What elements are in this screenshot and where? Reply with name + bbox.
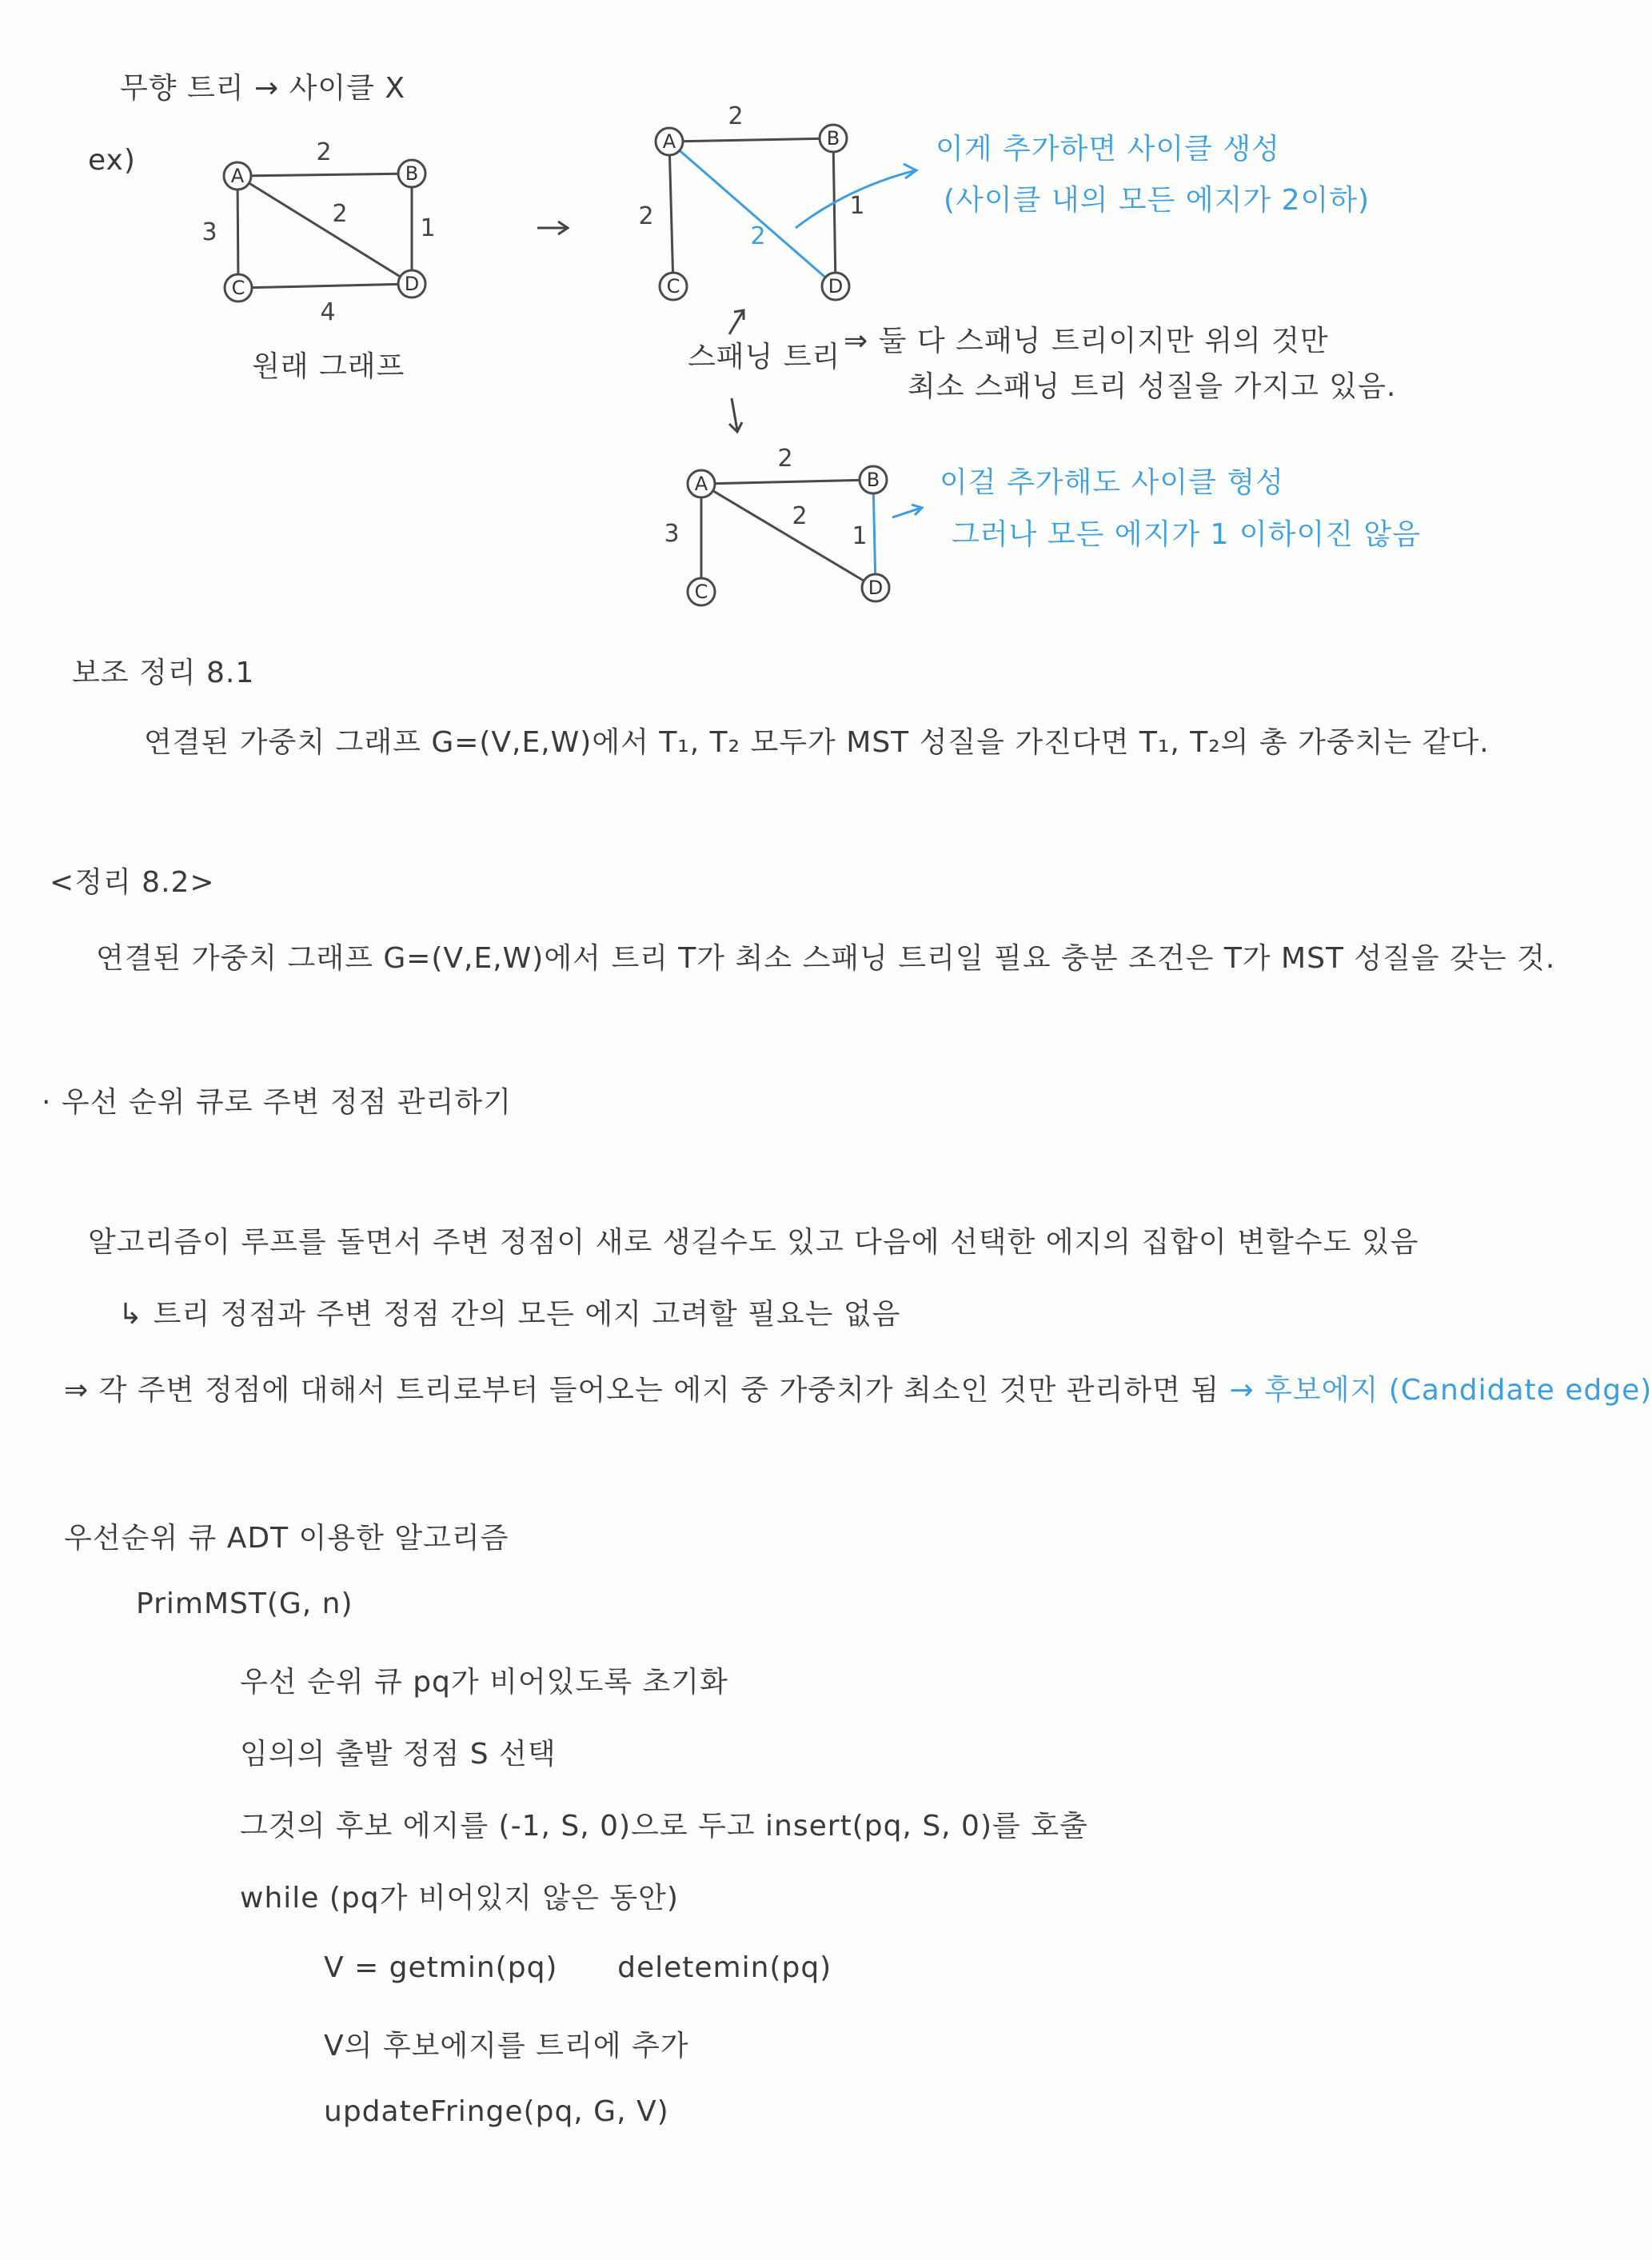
tree2-node-D xyxy=(862,574,889,601)
tree1-edge-AD xyxy=(669,142,836,286)
tree2-note-line2: 그러나 모든 에지가 1 이하이진 않음 xyxy=(952,518,1421,551)
tree1-node-A xyxy=(656,128,683,155)
svg-text:B: B xyxy=(866,469,880,491)
tree1-node-B xyxy=(820,125,847,152)
tree2-note-line1: 이걸 추가해도 사이클 형성 xyxy=(940,466,1284,499)
tree2-edge-BD xyxy=(873,480,876,588)
tree2-node-A xyxy=(688,470,715,497)
svg-text:A: A xyxy=(694,473,708,495)
node-C xyxy=(225,274,252,301)
pq-line2: ↳ 트리 정점과 주변 정점 간의 모든 에지 고려할 필요는 없음 xyxy=(118,1298,901,1331)
tree1-weight-AD: 2 xyxy=(750,222,766,250)
tree2-weight-AC: 3 xyxy=(664,520,680,548)
algorithm-title: 우선순위 큐 ADT 이용한 알고리즘 xyxy=(64,1522,509,1555)
compare-line2: 최소 스패닝 트리 성질을 가지고 있음. xyxy=(908,370,1397,403)
svg-text:A: A xyxy=(662,130,676,153)
spanning-tree-caption: 스패닝 트리 xyxy=(688,341,841,373)
algorithm-loop-step-2: V의 후보에지를 트리에 추가 xyxy=(324,2030,689,2062)
svg-text:B: B xyxy=(826,127,840,150)
node-A xyxy=(224,162,251,190)
tree2-weight-AB: 2 xyxy=(777,445,793,473)
right-arrow-icon xyxy=(534,216,574,240)
svg-text:B: B xyxy=(405,162,419,185)
lemma-body: 연결된 가중치 그래프 G=(V,E,W)에서 T₁, T₂ 모두가 MST 성질을 가진다면 T₁, T₂의 총 가중치는 같다. xyxy=(144,726,1490,759)
algorithm-loop-step-3: updateFringe(pq, G, V) xyxy=(324,2095,669,2128)
weight-BD: 1 xyxy=(420,214,436,242)
tree2-weight-AD: 2 xyxy=(792,502,808,530)
svg-text:D: D xyxy=(404,273,420,295)
weight-AC: 3 xyxy=(202,218,217,246)
tree2-node-C xyxy=(688,578,715,605)
tree1-weight-AB: 2 xyxy=(728,102,744,130)
weight-AD: 2 xyxy=(332,200,348,228)
tree1-edge-AB xyxy=(669,138,833,142)
edge-AB xyxy=(237,174,412,176)
tree1-edge-BD xyxy=(833,138,836,286)
lemma-title: 보조 정리 8.1 xyxy=(72,657,255,689)
note2-arrow-icon xyxy=(889,500,929,524)
svg-text:C: C xyxy=(694,581,708,603)
pq-line1: 알고리즘이 루프를 돌면서 주변 정점이 새로 생길수도 있고 다음에 선택한 에지의 집합이 변할수도 있음 xyxy=(88,1226,1419,1259)
node-D xyxy=(398,270,425,297)
edge-CD xyxy=(238,284,412,288)
weight-CD: 4 xyxy=(320,298,336,326)
spanning-tree-1 xyxy=(624,100,960,308)
algorithm-signature: PrimMST(G, n) xyxy=(136,1587,353,1620)
tree2-edge-AD xyxy=(701,484,876,588)
tree2-node-B xyxy=(860,466,887,493)
intro-line: 무향 트리 → 사이클 X xyxy=(120,72,406,105)
theorem-title: <정리 8.2> xyxy=(50,866,215,899)
weight-AB: 2 xyxy=(316,138,332,166)
svg-text:A: A xyxy=(230,165,245,187)
tree1-note-line2: (사이클 내의 모든 에지가 2이하) xyxy=(944,184,1371,217)
tree2-weight-BD: 1 xyxy=(852,522,868,550)
algorithm-loop-step-1: V = getmin(pq) deletemin(pq) xyxy=(324,1951,832,1984)
algorithm-step-2: 임의의 출발 정점 S 선택 xyxy=(240,1738,557,1771)
svg-text:D: D xyxy=(828,275,844,297)
tree1-weight-BD: 1 xyxy=(849,192,865,220)
example-label: ex) xyxy=(88,144,136,177)
original-graph-caption: 원래 그래프 xyxy=(252,350,405,383)
tree1-weight-AC: 2 xyxy=(638,202,654,230)
tree1-edge-AC xyxy=(669,142,673,286)
svg-text:D: D xyxy=(868,577,884,599)
algorithm-step-1: 우선 순위 큐 pq가 비어있도록 초기화 xyxy=(240,1666,728,1699)
tree2-edge-AB xyxy=(701,480,873,484)
node-B xyxy=(398,160,425,187)
pq-section-heading: · 우선 순위 큐로 주변 정점 관리하기 xyxy=(42,1086,512,1119)
algorithm-step-4: while (pq가 비어있지 않은 동안) xyxy=(240,1882,679,1915)
compare-line1: ⇒ 둘 다 스패닝 트리이지만 위의 것만 xyxy=(844,325,1329,357)
tree1-node-D xyxy=(822,273,849,300)
tree1-note-line1: 이게 추가하면 사이클 생성 xyxy=(936,133,1280,166)
pq-line3: ⇒ 각 주변 정점에 대해서 트리로부터 들어오는 에지 중 가중치가 최소인 것만 관리하면 됨 xyxy=(64,1374,1220,1407)
spanning-tree-2 xyxy=(656,444,920,612)
svg-text:C: C xyxy=(231,277,245,299)
edge-AC xyxy=(237,176,238,288)
algorithm-step-3: 그것의 후보 에지를 (-1, S, 0)으로 두고 insert(pq, S, 0)를 호출 xyxy=(240,1810,1088,1843)
pq-line3-wrap xyxy=(64,1368,1652,1408)
svg-text:C: C xyxy=(666,275,680,297)
theorem-body: 연결된 가중치 그래프 G=(V,E,W)에서 트리 T가 최소 스패닝 트리일 필요 충분 조건은 T가 MST 성질을 갖는 것. xyxy=(96,942,1556,975)
original-graph xyxy=(184,132,456,324)
edge-AD xyxy=(237,176,412,284)
candidate-edge-note: → 후보에지 (Candidate edge) xyxy=(1229,1374,1652,1407)
tree1-node-C xyxy=(660,273,687,300)
